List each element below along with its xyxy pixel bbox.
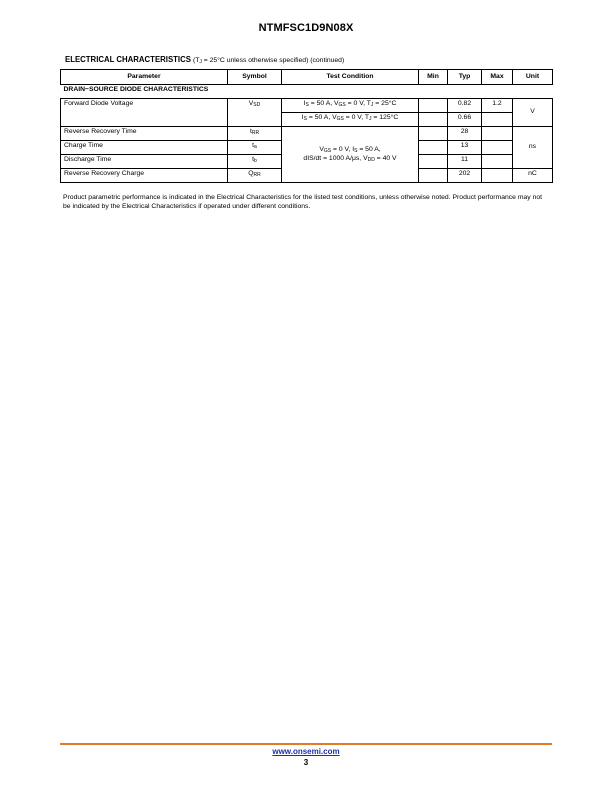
max-cell: 1.2 [482,99,513,113]
footer-link[interactable]: www.onsemi.com [272,747,340,756]
table-row [61,127,553,141]
min-cell [419,155,448,169]
section-title [65,55,344,65]
section-note: ($T_J = 25^\circ C$ unless otherwise specified) (continued) [192,57,345,65]
unit-cell: ns [513,127,553,169]
header-unit: Unit [513,70,553,85]
param-cell: Reverse Recovery Time [61,127,228,141]
header-symbol: Symbol [228,70,282,85]
typ-cell: 202 [448,169,482,183]
condition-cell: $I_S = 50$ A, $V_{GS} = 0$ V, $T_J = 125^\circ C$ [282,113,419,127]
unit-cell: nC [513,169,553,183]
table-row [61,99,553,113]
max-cell [482,127,513,141]
page-number: 3 [303,758,309,767]
header-max: Max [482,70,513,85]
typ-cell: 13 [448,141,482,155]
min-cell [419,169,448,183]
header-parameter: Parameter [61,70,228,85]
param-cell: Forward Diode Voltage [61,99,228,127]
max-cell [482,155,513,169]
electrical-characteristics-table [60,69,553,183]
param-cell: Reverse Recovery Charge [61,169,228,183]
min-cell [419,113,448,127]
document-title: NTMFSC1D9N08X [258,22,354,34]
param-cell: Charge Time [61,141,228,155]
symbol-cell: $Q_{RR}$ [228,169,282,183]
footer-rule [60,743,552,745]
max-cell [482,141,513,155]
symbol-cell: $t_b$ [228,155,282,169]
param-cell: Discharge Time [61,155,228,169]
symbol-cell: $V_{SD}$ [228,99,282,127]
typ-cell: 0.82 [448,99,482,113]
group-title-row [61,85,553,99]
shared-condition-cell: $V_{GS} = 0$ V, $I_S = 50$ A, dIS/dt = 1000 A/μs, $V_{DD} = 40$ V [282,127,419,183]
max-cell [482,169,513,183]
header-min: Min [419,70,448,85]
unit-cell: V [513,99,553,127]
symbol-cell: $t_a$ [228,141,282,155]
group-title: DRAIN−SOURCE DIODE CHARACTERISTICS [61,85,553,99]
min-cell [419,99,448,113]
table-header-row [61,70,553,85]
footnote: Product parametric performance is indicated in the Electrical Characteristics for the listed test conditions, unless otherwise noted. Product performance may not be indicated by the Electrical Characteristics if operated under different conditions. [63,194,543,210]
symbol-cell: $t_{RR}$ [228,127,282,141]
header-typ: Typ [448,70,482,85]
typ-cell: 28 [448,127,482,141]
typ-cell: 11 [448,155,482,169]
min-cell [419,141,448,155]
section-title-text: ELECTRICAL CHARACTERISTICS [65,55,191,64]
typ-cell: 0.66 [448,113,482,127]
condition-cell: $I_S = 50$ A, $V_{GS} = 0$ V, $T_J = 25^\circ C$ [282,99,419,113]
min-cell [419,127,448,141]
header-test-condition: Test Condition [282,70,419,85]
max-cell [482,113,513,127]
